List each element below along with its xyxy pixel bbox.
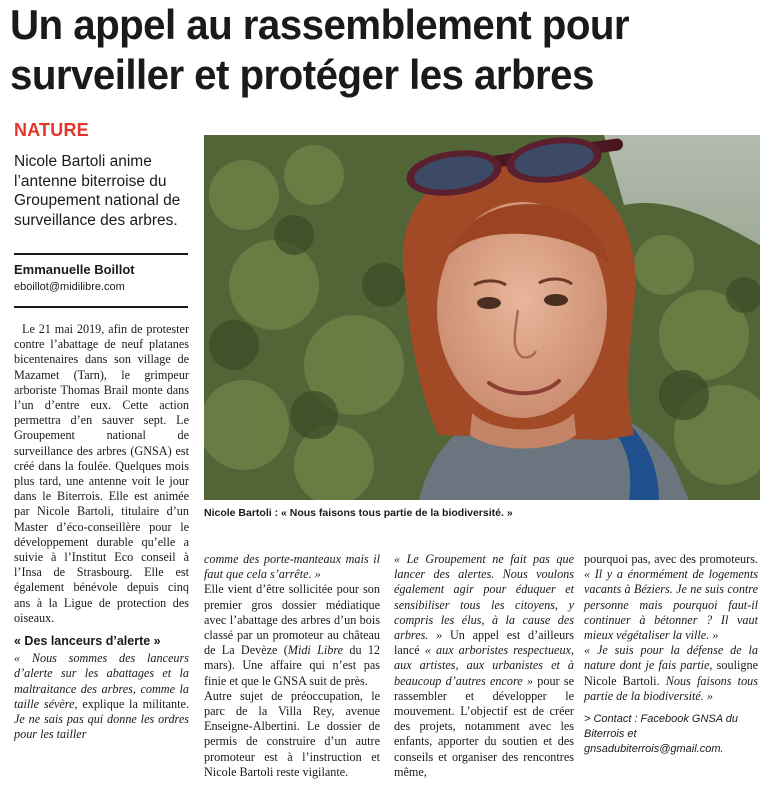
paragraph-deveze [204, 582, 380, 688]
body-column-3 [394, 552, 574, 780]
newspaper-name: Midi Libre [287, 643, 344, 658]
quote-text: Je ne sais pas qui donne les ordres pour les tailler [14, 712, 189, 742]
body-text: explique la militante. [77, 696, 189, 711]
portrait-illustration [204, 135, 760, 500]
quote-text: Nous faisons tous partie de la biodiversité. » [584, 673, 758, 703]
paragraph-nature [584, 643, 758, 704]
quote-text: « Nous sommes des lanceurs d’alerte sur les abattages et la maltraitance des arbres, comme la taille sévère, [14, 651, 189, 711]
author-name: Emmanuelle Boillot [14, 262, 135, 277]
body-text: du 12 mars). Une affaire qui n’est pas finie et que le GNSA suit de près. [204, 643, 380, 688]
section-rubric: NATURE [14, 120, 89, 140]
portrait-photo [204, 135, 760, 500]
contact-email[interactable]: gnsadubiterrois@gmail.com. [584, 743, 724, 756]
body-text: souligne Nicole Bartoli. [584, 658, 758, 688]
paragraph-villa-rey: Autre sujet de préoccupation, le parc de la Villa Rey, avenue Enseigne-Albertini. Le dossier de permis de construire d’un autre promoteur est à l’instruction et Nicole Bartoli reste vigilante. [204, 688, 380, 779]
paragraph-intro: Le 21 mai 2019, afin de protester contre l’abattage de neuf platanes bicentenaires dans son village de Mazamet (Tarn), le grimpeur arboriste Thomas Brail monte dans l’un d’entre eux. Cette action permettra d’en sauver sept. Le Groupement national de surveillance des arbres (GNSA) est créé dans la foulée. Quelques mois plus tard, une antenne voit le jour dans le Biterrois. Elle est animée par Nicole Bartoli, titulaire d’un Master d’éco-conseillère pour le développement durable qu’elle a suivie à l’Institut Eco conseil à l’Insa de Strasbourg. Elle est également bénévole depuis cinq ans à la Ligue de protection des oiseaux. [14, 322, 189, 625]
quote-text: comme des porte-manteaux mais il faut que cela s’arrête. » [204, 552, 380, 582]
divider-bottom [14, 306, 188, 308]
paragraph-quote-cont [204, 552, 380, 582]
body-column-2 [204, 552, 380, 780]
quote-text: « aux arboristes respectueux, aux artistes, aux urbanistes et à beaucoup d’autres encore » [394, 643, 575, 688]
paragraph-promoteurs [584, 552, 758, 643]
body-text: pour se rassembler et développer le mouvement. L’objectif est de créer des projets, notamment avec les enfants, apporter du soutien et des conseils et organiser des rencontres même, [394, 673, 574, 779]
subheading: « Des lanceurs d’alerte » [14, 634, 161, 649]
body-column-1 [14, 322, 189, 742]
body-text: pourquoi pas, avec des promoteurs. [584, 552, 758, 566]
contact-info [584, 712, 758, 757]
quote-text: « Il y a énormément de logements vacants à Béziers. Je ne suis contre personne mais pourquoi faut-il continuer à bétonner ? Il vaut mieux végétaliser la ville. » [584, 567, 758, 643]
headline-line-2: surveiller et protéger les arbres [10, 51, 594, 98]
body-column-4 [584, 552, 758, 757]
quote-text: « Le Groupement ne fait pas que lancer des alertes. Nous voulons également agir pour éduquer et sensibiliser tous les citoyens, y compris les élus, à la cause des arbres. » [394, 552, 574, 643]
contact-line: > Contact : Facebook GNSA du Biterrois et [584, 713, 738, 741]
divider-top [14, 253, 188, 255]
paragraph-groupement [394, 552, 574, 780]
article-lead: Nicole Bartoli anime l’antenne biterroise du Groupement national de surveillance des arbres. [14, 153, 181, 229]
body-text: Un appel est d’ailleurs lancé [394, 628, 575, 658]
headline-line-1: Un appel au rassemblement pour [10, 1, 630, 48]
quote-text: « Je suis pour la défense de la nature dont je fais partie, [584, 643, 758, 673]
headline [10, 0, 725, 100]
paragraph-quote [14, 651, 189, 742]
body-text: Elle vient d’être sollicitée pour son premier gros dossier médiatique avec l’abattage des arbres d’un bois classé par un promoteur au château de La Devèze ( [204, 582, 380, 658]
photo-caption: Nicole Bartoli : « Nous faisons tous partie de la biodiversité. » [204, 507, 513, 519]
author-email[interactable]: eboillot@midilibre.com [14, 281, 125, 293]
